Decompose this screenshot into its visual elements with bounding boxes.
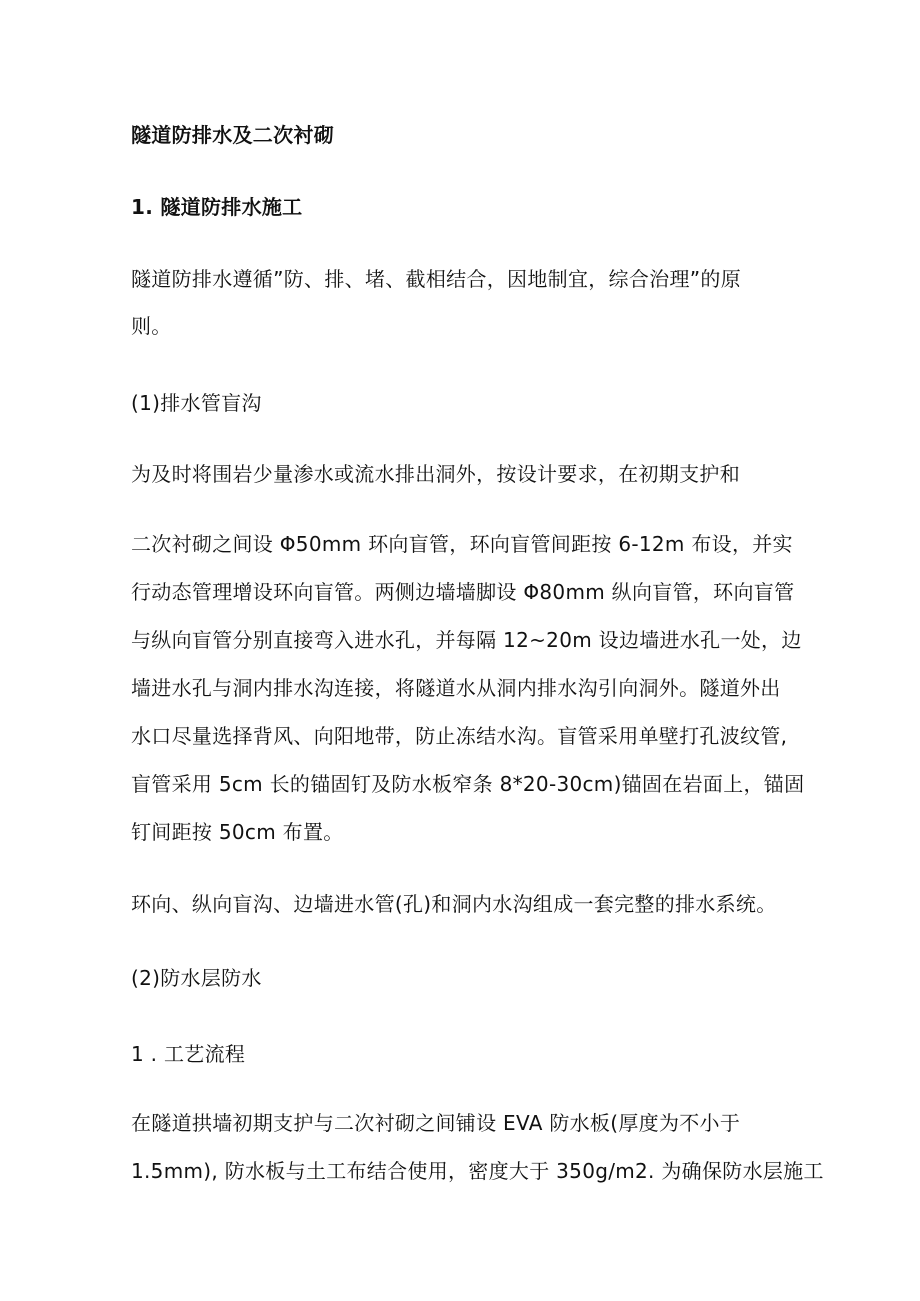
paragraph-line: 1.5mm), 防水板与土工布结合使用，密度大于 350g/m2. 为确保防水层施工 <box>131 1159 824 1183</box>
subsection-heading: (2)防水层防水 <box>131 966 262 990</box>
paragraph-line: 环向、纵向盲沟、边墙进水管(孔)和洞内水沟组成一套完整的排水系统。 <box>131 892 777 916</box>
paragraph-line: 钉间距按 50cm 布置。 <box>131 820 344 844</box>
paragraph-line: 行动态管理增设环向盲管。两侧边墙墙脚设 Φ80mm 纵向盲管，环向盲管 <box>131 580 795 604</box>
paragraph-line: 二次衬砌之间设 Φ50mm 环向盲管，环向盲管间距按 6-12m 布设，并实 <box>131 532 793 556</box>
subsection-heading: (1)排水管盲沟 <box>131 391 262 415</box>
paragraph-line: 与纵向盲管分别直接弯入进水孔，并每隔 12~20m 设边墙进水孔一处，边 <box>131 628 802 652</box>
paragraph-line: 为及时将围岩少量渗水或流水排出洞外，按设计要求，在初期支护和 <box>131 462 740 486</box>
list-item: 1 . 工艺流程 <box>131 1042 246 1066</box>
paragraph-line: 隧道防排水遵循”防、排、堵、截相结合，因地制宜，综合治理”的原 <box>131 267 742 291</box>
paragraph-line: 盲管采用 5cm 长的锚固钉及防水板窄条 8*20-30cm)锚固在岩面上，锚固 <box>131 772 805 796</box>
paragraph-line: 则。 <box>131 314 172 338</box>
paragraph-line: 墙进水孔与洞内排水沟连接，将隧道水从洞内排水沟引向洞外。隧道外出 <box>131 676 781 700</box>
section-heading: 1. 隧道防排水施工 <box>131 195 303 219</box>
document-title: 隧道防排水及二次衬砌 <box>131 123 334 147</box>
paragraph-line: 水口尽量选择背风、向阳地带，防止冻结水沟。盲管采用单壁打孔波纹管, <box>131 724 788 748</box>
paragraph-line: 在隧道拱墙初期支护与二次衬砌之间铺设 EVA 防水板(厚度为不小于 <box>131 1111 741 1135</box>
